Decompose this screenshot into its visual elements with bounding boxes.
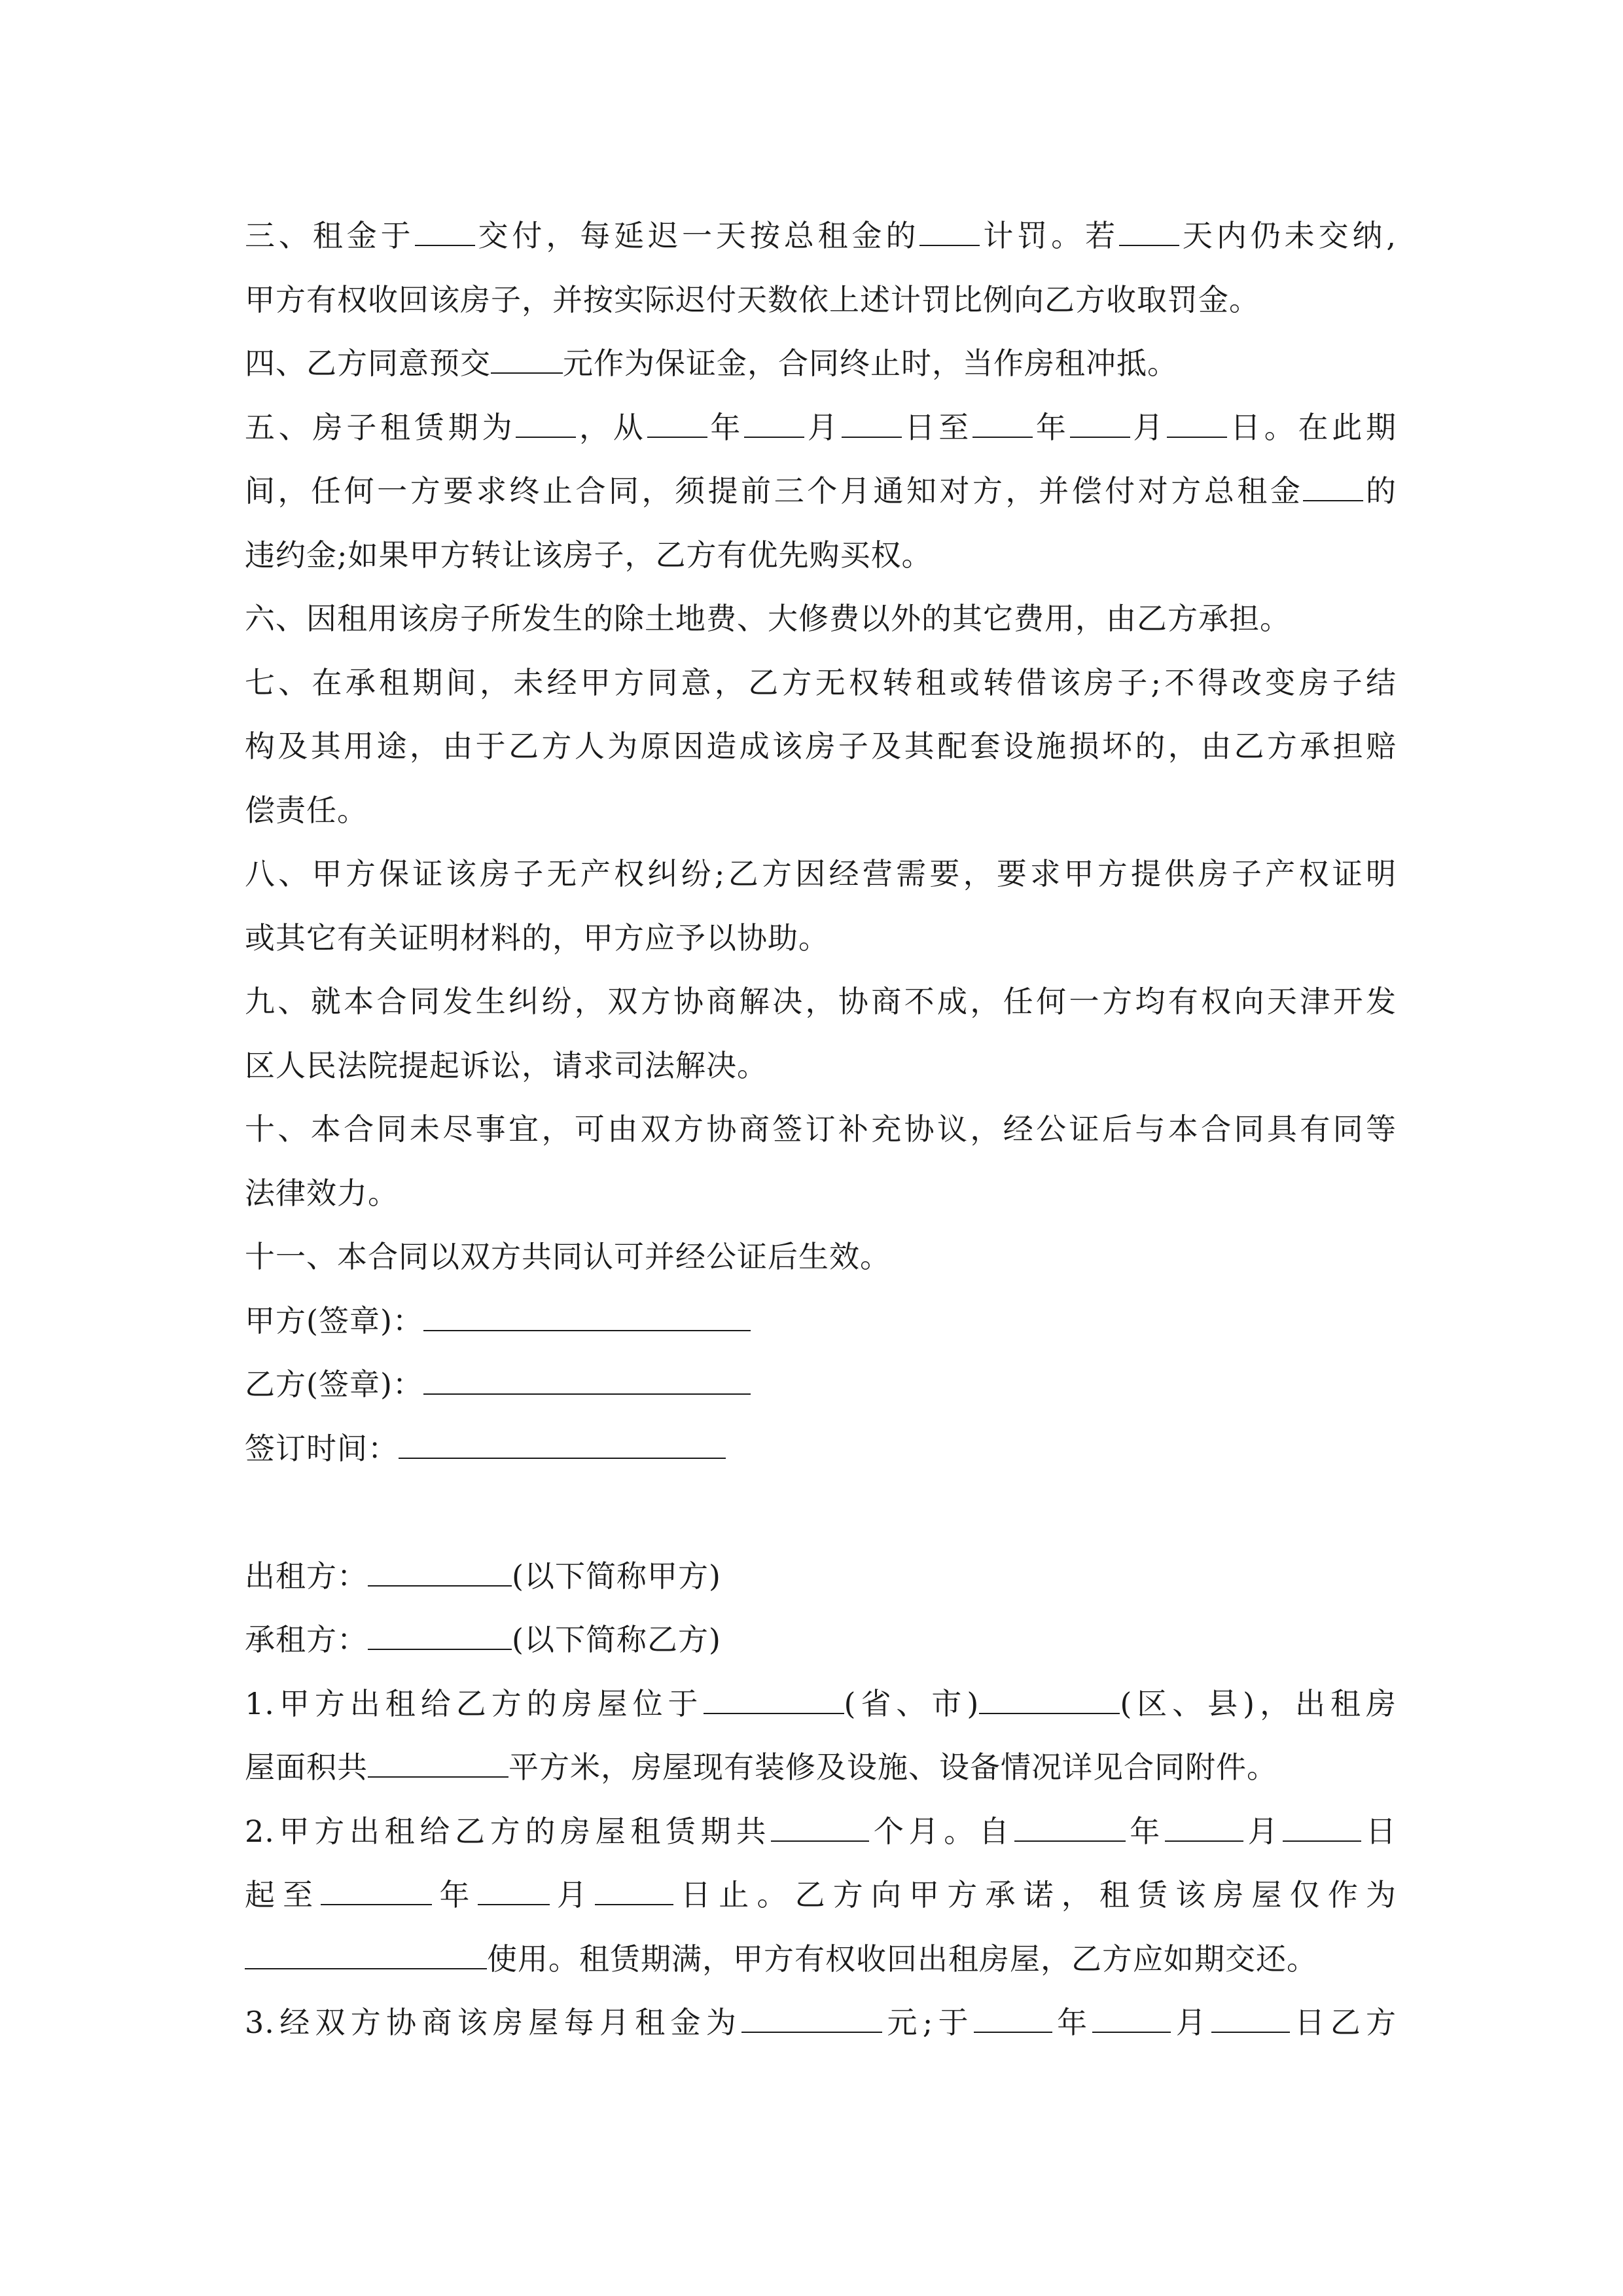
text: 月 bbox=[549, 1877, 595, 1912]
blank-field bbox=[704, 1684, 844, 1714]
blank-field bbox=[744, 408, 804, 438]
blank-field bbox=[1303, 471, 1363, 501]
signature-party-a bbox=[245, 1289, 1397, 1354]
text: 年 bbox=[432, 1877, 478, 1912]
blank-field bbox=[919, 216, 980, 246]
text: (省、市) bbox=[844, 1685, 980, 1721]
text: 承租方： bbox=[245, 1622, 368, 1657]
clause-9-line-2: 区人民法院提起诉讼，请求司法解决。 bbox=[245, 1047, 768, 1083]
text: 元;于 bbox=[882, 2005, 974, 2040]
clause-11: 十一、本合同以双方共同认可并经公证后生效。 bbox=[245, 1239, 891, 1274]
clause-5-line-2 bbox=[245, 459, 1397, 524]
blank-field bbox=[415, 216, 475, 246]
text: 年 bbox=[707, 409, 745, 445]
text: 间，任何一方要求终止合同，须提前三个月通知对方，并偿付对方总租金 bbox=[245, 473, 1304, 509]
blank-field bbox=[979, 1684, 1120, 1714]
clause-8-line-2: 或其它有关证明材料的，甲方应予以协助。 bbox=[245, 920, 829, 956]
blank-field bbox=[245, 1939, 487, 1969]
item-3-line-1 bbox=[245, 1991, 1397, 2055]
clause-6: 六、因租用该房子所发生的除土地费、大修费以外的其它费用，由乙方承担。 bbox=[245, 601, 1291, 636]
signature-label: 甲方(签章)： bbox=[245, 1302, 423, 1338]
contract-text bbox=[245, 204, 1397, 2055]
blank-field bbox=[321, 1875, 432, 1905]
blank-field bbox=[647, 408, 707, 438]
blank-field bbox=[516, 408, 576, 438]
text: 四、乙方同意预交 bbox=[245, 346, 491, 381]
text: 日 bbox=[1361, 1813, 1397, 1849]
clause-7-line-1: 七、在承租期间，未经甲方同意，乙方无权转租或转借该房子;不得改变房子结 bbox=[245, 664, 1397, 700]
item-2-line-2 bbox=[245, 1863, 1397, 1928]
text: 日止。乙方向甲方承诺，租赁该房屋仅作为 bbox=[673, 1877, 1397, 1912]
blank-field bbox=[368, 1556, 512, 1587]
signature-label: 乙方(签章)： bbox=[245, 1367, 423, 1402]
text: 月 bbox=[1171, 2005, 1212, 2040]
text: 出租方： bbox=[245, 1558, 368, 1594]
signature-party-b bbox=[245, 1353, 1397, 1417]
clause-3-line-2: 甲方有权收回该房子，并按实际迟付天数依上述计罚比例向乙方收取罚金。 bbox=[245, 281, 1260, 317]
blank-field bbox=[1092, 2003, 1171, 2033]
clause-7-line-2: 构及其用途，由于乙方人为原因造成该房子及其配套设施损坏的，由乙方承担赔 bbox=[245, 728, 1397, 764]
blank-field bbox=[368, 1620, 512, 1650]
blank-field bbox=[1167, 408, 1227, 438]
text: 交付，每延迟一天按总租金的 bbox=[474, 218, 920, 253]
text: 三、租金于 bbox=[245, 218, 415, 253]
text: 月 bbox=[804, 409, 842, 445]
text: 的 bbox=[1363, 473, 1397, 509]
item-2-line-1 bbox=[245, 1800, 1397, 1864]
blank-field bbox=[1165, 1812, 1243, 1842]
text: 年 bbox=[1033, 409, 1070, 445]
text: 2.甲方出租给乙方的房屋租赁期共 bbox=[245, 1813, 772, 1849]
clause-10-line-2: 法律效力。 bbox=[245, 1175, 399, 1211]
clause-7-line-3: 偿责任。 bbox=[245, 792, 368, 828]
text: (以下简称乙方) bbox=[512, 1622, 721, 1657]
text: 年 bbox=[1052, 2005, 1093, 2040]
blank-field bbox=[771, 1812, 869, 1842]
text: 日乙方 bbox=[1290, 2005, 1397, 2040]
text: 起至 bbox=[245, 1877, 321, 1912]
signature-label: 签订时间： bbox=[245, 1430, 399, 1466]
lessor-line bbox=[245, 1545, 1397, 1609]
blank-field bbox=[974, 2003, 1052, 2033]
blank-field bbox=[1211, 2003, 1290, 2033]
clause-3-line-1 bbox=[245, 204, 1397, 268]
text: ，从 bbox=[576, 409, 647, 445]
clause-9-line-1: 九、就本合同发生纠纷，双方协商解决，协商不成，任何一方均有权向天津开发 bbox=[245, 984, 1397, 1019]
text: 月 bbox=[1243, 1813, 1283, 1849]
text: 1.甲方出租给乙方的房屋位于 bbox=[245, 1685, 704, 1721]
signing-date bbox=[245, 1417, 1397, 1481]
clause-5-line-3: 违约金;如果甲方转让该房子，乙方有优先购买权。 bbox=[245, 537, 933, 573]
lessee-line bbox=[245, 1608, 1397, 1672]
item-1-line-2 bbox=[245, 1736, 1397, 1800]
text: 月 bbox=[1130, 409, 1168, 445]
section-gap bbox=[245, 1480, 1397, 1545]
text: 平方米，房屋现有装修及设施、设备情况详见合同附件。 bbox=[508, 1749, 1277, 1785]
text: 元作为保证金，合同终止时，当作房租冲抵。 bbox=[563, 346, 1178, 381]
blank-field bbox=[368, 1748, 508, 1778]
text: (区、县)，出租房 bbox=[1120, 1685, 1397, 1721]
text: 使用。租赁期满，甲方有权收回出租房屋，乙方应如期交还。 bbox=[487, 1941, 1317, 1977]
blank-field bbox=[1119, 216, 1179, 246]
blank-field bbox=[1014, 1812, 1126, 1842]
text: 日至 bbox=[901, 409, 973, 445]
text: (以下简称甲方) bbox=[512, 1558, 721, 1594]
blank-field bbox=[595, 1875, 673, 1905]
text: 个月。自 bbox=[869, 1813, 1014, 1849]
blank-field bbox=[478, 1875, 550, 1905]
text: 3.经双方协商该房屋每月租金为 bbox=[245, 2005, 742, 2040]
clause-10-line-1: 十、本合同未尽事宜，可由双方协商签订补充协议，经公证后与本合同具有同等 bbox=[245, 1111, 1397, 1147]
blank-field bbox=[1283, 1812, 1361, 1842]
text: 天内仍未交纳, bbox=[1179, 218, 1397, 253]
text: 年 bbox=[1125, 1813, 1165, 1849]
signature-field bbox=[423, 1365, 751, 1395]
blank-field bbox=[1070, 408, 1130, 438]
item-1-line-1 bbox=[245, 1672, 1397, 1736]
blank-field bbox=[741, 2003, 882, 2033]
blank-field bbox=[491, 344, 563, 374]
clause-5-line-1 bbox=[245, 396, 1397, 460]
signature-field bbox=[423, 1301, 751, 1331]
text: 五、房子租赁期为 bbox=[245, 409, 516, 445]
date-field bbox=[399, 1429, 726, 1459]
clause-4 bbox=[245, 332, 1397, 396]
text: 计罚。若 bbox=[980, 218, 1119, 253]
blank-field bbox=[972, 408, 1033, 438]
text: 日。在此期 bbox=[1227, 409, 1397, 445]
text: 屋面积共 bbox=[245, 1749, 368, 1785]
clause-8-line-1: 八、甲方保证该房子无产权纠纷;乙方因经营需要，要求甲方提供房子产权证明 bbox=[245, 856, 1397, 891]
blank-field bbox=[842, 408, 902, 438]
item-2-line-3 bbox=[245, 1928, 1397, 1992]
